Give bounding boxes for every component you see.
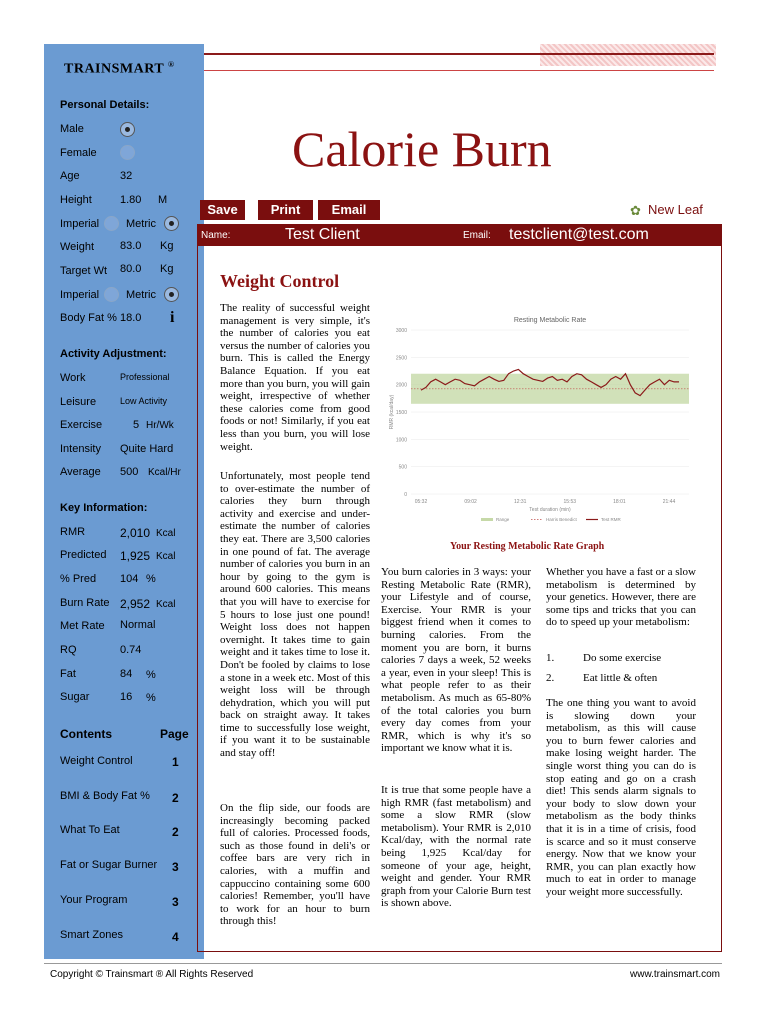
fat-value: 84: [120, 668, 133, 680]
contents-item-label[interactable]: Fat or Sugar Burner: [60, 859, 158, 871]
female-label: Female: [60, 147, 97, 159]
male-radio[interactable]: [120, 122, 135, 137]
burn-rate-label: Burn Rate: [60, 597, 110, 609]
x-tick-label: 15:53: [563, 499, 577, 505]
rq-value: 0.74: [120, 644, 142, 656]
height-unit: M: [158, 194, 168, 206]
legend-label: Range: [496, 517, 510, 522]
new-leaf-button[interactable]: New Leaf: [648, 202, 703, 217]
email-label: Email:: [463, 230, 491, 241]
personal-details-heading: Personal Details:: [60, 99, 150, 111]
legend-swatch-range: [481, 518, 493, 521]
contents-item-label[interactable]: Weight Control: [60, 755, 133, 767]
x-tick-label: 21:44: [662, 499, 676, 505]
fat-unit: %: [146, 669, 156, 681]
key-info-heading: Key Information:: [60, 502, 148, 514]
fat-label: Fat: [60, 668, 76, 680]
body-fat-value[interactable]: 18.0: [120, 312, 142, 324]
average-label: Average: [60, 466, 101, 478]
male-label: Male: [60, 123, 84, 135]
x-tick-label: 18:01: [613, 499, 626, 505]
email-button[interactable]: Email: [318, 200, 380, 220]
x-tick-label: 05:32: [414, 499, 428, 505]
website-link[interactable]: www.trainsmart.com: [630, 969, 721, 980]
intensity-value[interactable]: Quite Hard: [120, 443, 174, 455]
contents-heading: Contents: [60, 727, 112, 741]
weight-unit: Kg: [160, 240, 174, 252]
section-title: Weight Control: [220, 271, 340, 291]
met-rate-value: Normal: [120, 619, 156, 631]
name-label: Name:: [201, 230, 231, 241]
contents-item-label[interactable]: BMI & Body Fat %: [60, 790, 150, 802]
work-label: Work: [60, 372, 86, 384]
rmr-chart: [385, 308, 703, 532]
header-pattern: [540, 44, 716, 66]
leisure-value[interactable]: Low Activity: [120, 396, 168, 406]
y-tick-label: 2500: [395, 355, 407, 362]
age-value[interactable]: 32: [120, 170, 133, 182]
height-label: Height: [60, 194, 92, 206]
chart-caption: Your Resting Metabolic Rate Graph: [450, 541, 605, 552]
pct-pred-label: % Pred: [60, 573, 97, 585]
contents-item-label[interactable]: Smart Zones: [60, 929, 123, 941]
leaf-icon: ✿: [630, 203, 641, 218]
predicted-value: 1,925: [120, 549, 151, 563]
work-value[interactable]: Professional: [120, 372, 170, 382]
list-number: 1.: [546, 652, 555, 664]
height-value[interactable]: 1.80: [120, 194, 142, 206]
average-unit: Kcal/Hr: [148, 467, 181, 478]
brand-logo: TRAINSMART ®: [64, 60, 175, 77]
burn-rate-value: 2,952: [120, 597, 151, 611]
y-tick-label: 500: [398, 464, 407, 471]
female-radio[interactable]: [120, 145, 135, 160]
y-axis-label: RMR (kcal/day): [389, 394, 395, 430]
contents-item-page: 2: [172, 825, 179, 839]
predicted-label: Predicted: [60, 549, 107, 561]
contents-item-label[interactable]: What To Eat: [60, 824, 120, 836]
list-number: 2.: [546, 672, 555, 684]
header-rule: [204, 53, 714, 55]
y-tick-label: 3000: [395, 328, 407, 334]
list-item: Eat little & often: [583, 672, 658, 684]
rq-label: RQ: [60, 644, 77, 656]
paragraph: The one thing you want to avoid is slowing down your metabolism, as this will cause you to burn fewer calories and make losing weight harder. The single worst thing you can do is stop eating and go on a crash diet! This sends alarm signals to your body to slow down your metabolism as the body thinks that it is in a time of crisis, food is scarce and so it must conserve energy. Now that we know your RMR, you can plan exactly how much to eat in order to manage your weight more successfully.: [546, 697, 696, 898]
contents-item-page: 3: [172, 895, 179, 909]
client-bar: [197, 224, 722, 246]
x-axis-label: Test duration (min): [529, 507, 571, 513]
paragraph: It is true that some people have a high RMR (fast metabolism) and some a slow RMR (slow metabolism). Your RMR is 2,010 Kcal/day, with the normal rate being 1,925 Kcal/day for someone of your age, height, weight and gender. Your RMR graph from your Calorie Burn test is shown above.: [381, 784, 531, 910]
y-tick-label: 0: [404, 492, 407, 498]
rmr-unit: Kcal: [156, 528, 176, 539]
contents-item-page: 3: [172, 860, 179, 874]
pct-pred-value: 104: [120, 573, 139, 585]
contents-item-label[interactable]: Your Program: [60, 894, 128, 906]
paragraph: The reality of successful weight management is very simple, it's the number of calories you eat versus the number of calories you burn. This is called the Energy Balance Equation. If you eat more than you burn, you will gain weight, irrespective of whether these calories come from good foods or not! Similarly, if you eat less than you burn, you will lose weight.: [220, 302, 371, 453]
target-weight-value[interactable]: 80.0: [120, 263, 142, 275]
sugar-unit: %: [146, 692, 156, 704]
list-item: Do some exercise: [583, 652, 662, 664]
predicted-unit: Kcal: [156, 551, 176, 562]
paragraph: You burn calories in 3 ways: your Resting Metabolic Rate (RMR), your Lifestyle and of course, Exercise. Your RMR is your biggest friend when it comes to burning calories. From the moment you are born, it burns calories 7 days a week, 52 weeks a year, even in your sleep! This is what people refer to as their metabolism. As much as 65-80% of the total calories you burn every day comes from your RMR, which is why it's so important we know what it is.: [381, 566, 531, 755]
print-button[interactable]: Print: [258, 200, 313, 220]
contents-item-page: 2: [172, 791, 179, 805]
body-fat-label: Body Fat %: [60, 312, 117, 324]
paragraph: Whether you have a fast or a slow metabolism is determined by your genetics. However, there are some tips and tricks that you can do to speed up your metabolism:: [546, 566, 696, 629]
height-metric-radio[interactable]: [164, 216, 179, 231]
client-email-field[interactable]: testclient@test.com: [509, 226, 649, 243]
target-weight-unit: Kg: [160, 263, 174, 275]
contents-item-page: 4: [172, 930, 179, 944]
weight-metric-radio[interactable]: [164, 287, 179, 302]
y-tick-label: 1000: [395, 437, 407, 444]
rmr-value: 2,010: [120, 526, 151, 540]
intensity-label: Intensity: [60, 443, 101, 455]
sugar-value: 16: [120, 691, 133, 703]
chart-title: Resting Metabolic Rate: [513, 317, 587, 324]
target-weight-label: Target Wt: [60, 265, 108, 277]
burn-rate-unit: Kcal: [156, 599, 176, 610]
age-label: Age: [60, 170, 80, 182]
sugar-label: Sugar: [60, 691, 90, 703]
paragraph: On the flip side, our foods are increasingly becoming packed full of calories. Processed foods, such as those found in deli's or coffee bars are very rich in calories, with a muffin and cappuccino containing some 600 calories! Remember, you'll have to work for an hour to burn through this!: [220, 802, 370, 928]
imperial-label-2: Imperial: [60, 289, 100, 301]
activity-heading: Activity Adjustment:: [60, 348, 167, 360]
rmr-label: RMR: [60, 526, 86, 538]
exercise-label: Exercise: [60, 419, 103, 431]
x-tick-label: 09:02: [464, 499, 477, 505]
imperial-label: Imperial: [60, 218, 100, 230]
save-button[interactable]: Save: [200, 200, 245, 220]
exercise-unit: Hr/Wk: [146, 420, 174, 431]
exercise-value[interactable]: 5: [133, 419, 140, 431]
met-rate-label: Met Rate: [60, 620, 105, 632]
average-value[interactable]: 500: [120, 466, 139, 478]
weight-label: Weight: [60, 241, 95, 253]
header-rule-thin: [204, 70, 714, 71]
footer-rule: [44, 963, 722, 964]
paragraph: Unfortunately, most people tend to over-estimate the number of calories they burn through activity and exercise and under-estimate the number of calories they eat. There are 3,500 calories in one pound of fat. The average number of calories you burn in an hour by going to the gym is around 600 calories. This means that you will have to exercise for 5 hours to lose just one pound! Weight loss does not happen overnight. It takes time to gain weight and it takes time to lose it. Don't be fooled by claims to lose a stone in a week etc. Most of this weight loss will be through dehydration, which you will put back on straight away. It takes time to successfully lose weight, if you want it to be sustainable and stay off!: [220, 470, 370, 760]
leisure-label: Leisure: [60, 396, 97, 408]
y-tick-label: 2000: [395, 382, 407, 389]
pct-pred-unit: %: [146, 573, 156, 585]
metric-label-2: Metric: [126, 289, 156, 301]
legend-label: Harris Benedict: [546, 517, 577, 522]
y-tick-label: 1500: [395, 410, 407, 416]
x-tick-label: 12:31: [513, 499, 527, 505]
client-name-field[interactable]: Test Client: [285, 226, 360, 243]
contents-item-page: 1: [172, 755, 179, 769]
page-title: Calorie Burn: [292, 121, 552, 177]
copyright: Copyright © Trainsmart ® All Rights Reserved: [50, 969, 254, 980]
weight-value[interactable]: 83.0: [120, 240, 142, 252]
legend-label: Test RMR: [601, 517, 621, 522]
info-icon[interactable]: i: [170, 309, 175, 326]
height-imperial-radio[interactable]: [104, 216, 119, 231]
weight-imperial-radio[interactable]: [104, 287, 119, 302]
metric-label: Metric: [126, 218, 156, 230]
page-heading: Page: [160, 727, 189, 741]
